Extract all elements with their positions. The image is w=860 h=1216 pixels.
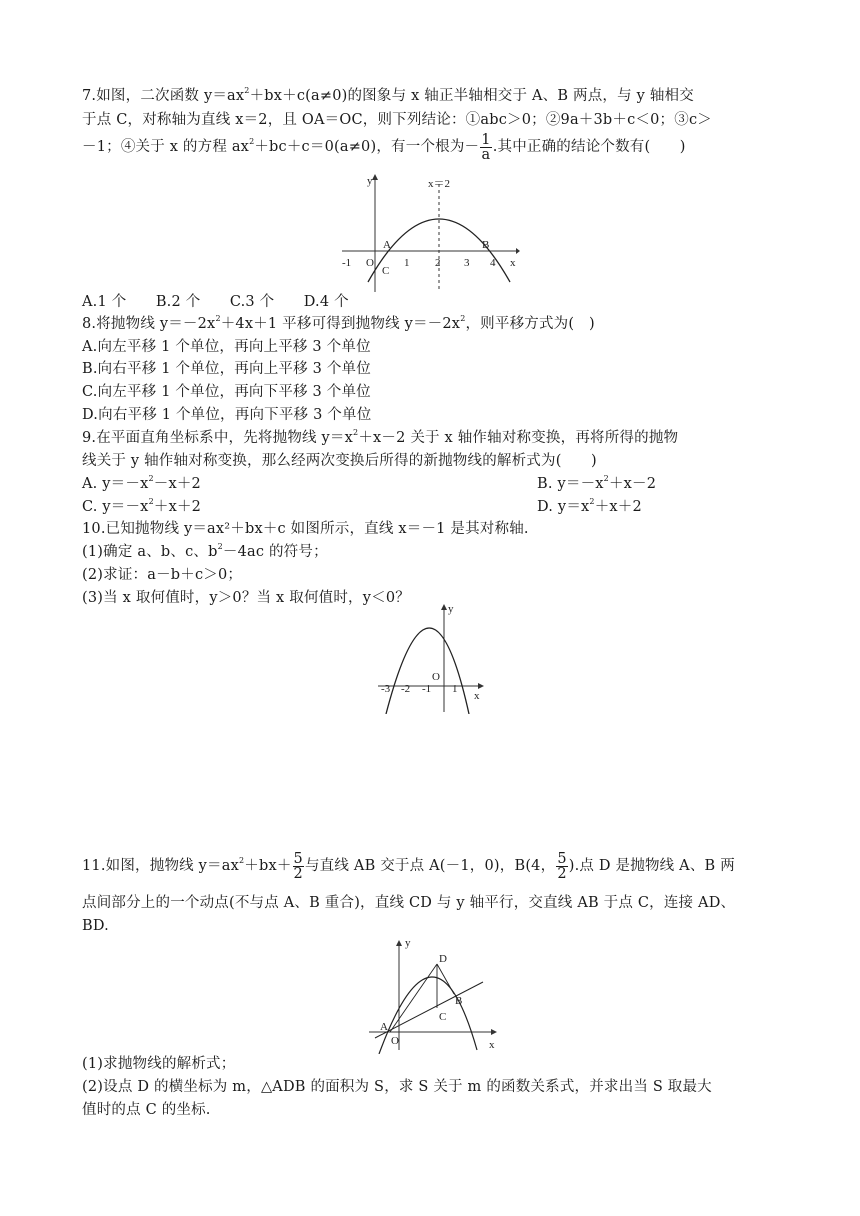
q7-options: A.1 个 B.2 个 C.3 个 D.4 个 [82, 294, 349, 310]
q11-point-A: A [380, 1021, 388, 1033]
q8-stem: 8.将抛物线 $y=-2x^2+4x+1$ 平移可得到抛物线 $y=-2x^2$，则平移方式为( ) [82, 314, 595, 332]
q10-part-1: (1)确定 a、b、c、$b^2-4ac$ 的符号； [82, 542, 328, 560]
q10-tick-m1: -1 [422, 683, 432, 695]
q9-line-1: 9.在平面直角坐标系中，先将抛物线 $y=x^2+x-2$ 关于 x 轴作轴对称变换，再将所得的抛物 [82, 428, 679, 446]
q7-line-1: 7.如图，二次函数 $y=ax^2+bx+c(a\ne 0)$的图象与 x 轴正半轴相交于 A、B 两点，与 y 轴相交 [82, 86, 694, 104]
q7-tick-4: 4 [490, 257, 496, 269]
q10-part-2: (2)求证：a－b＋c＞0； [82, 567, 243, 583]
q11-origin: O [391, 1035, 399, 1047]
q11-part-3: 值时的点 C 的坐标. [82, 1102, 211, 1118]
q7-line-2: 于点 C，对称轴为直线 x＝2，且 OA＝OC，则下列结论：①abc＞0；②9a＋3b＋c＜0；③c＞ [82, 112, 712, 128]
q7-point-A: A [383, 239, 391, 251]
q9-option-a: A. $y=-x^2-x+2$ [82, 474, 201, 492]
q11-point-D: D [439, 953, 447, 965]
q7-axis-label: x＝2 [428, 178, 450, 190]
q7-tick-m1: -1 [342, 257, 352, 269]
fraction-5-over-2-b: $\frac{5}{2}$ [557, 850, 567, 882]
q9-option-c: C. $y=-x^2+x+2$ [82, 497, 202, 515]
q7-tick-2: 2 [435, 257, 441, 269]
q11-x-label: x [489, 1039, 495, 1051]
q10-tick-m3: -3 [381, 683, 391, 695]
q10-y-label: y [448, 603, 454, 615]
q7-point-B: B [482, 239, 490, 251]
q9-option-d: D. $y=x^2+x+2$ [537, 497, 642, 515]
q8-option-b: B.向右平移 1 个单位，再向上平移 3 个单位 [82, 361, 371, 377]
q11-part-1: (1)求抛物线的解析式； [82, 1056, 236, 1072]
q7-tick-1: 1 [404, 257, 410, 269]
q10-stem: 10.已知抛物线 y＝ax²＋bx＋c 如图所示，直线 x＝－1 是其对称轴. [82, 521, 529, 537]
q8-option-d: D.向右平移 1 个单位，再向下平移 3 个单位 [82, 407, 372, 423]
q7-tick-3: 3 [464, 257, 470, 269]
q11-point-B: B [455, 995, 463, 1007]
q10-tick-1: 1 [452, 683, 458, 695]
q7-line-3: －1；④关于 x 的方程 $ax^2+bc+c=0(a\ne 0)$，有一个根为－ $\frac{1}{a}$ .其中正确的结论个数有( ) [82, 131, 686, 163]
fraction-5-over-2: $\frac{5}{2}$ [293, 850, 303, 882]
q11-point-C: C [439, 1011, 447, 1023]
q10-figure [374, 602, 486, 714]
q8-option-a: A.向左平移 1 个单位，再向上平移 3 个单位 [82, 339, 371, 355]
q11-part-2: (2)设点 D 的横坐标为 m，△ADB 的面积为 S，求 S 关于 m 的函数关系式，并求出当 S 取最大 [82, 1079, 712, 1095]
q10-part-3: (3)当 x 取何值时，y＞0？当 x 取何值时，y＜0？ [82, 590, 410, 606]
q7-point-C: C [382, 265, 390, 277]
q8-option-c: C.向左平移 1 个单位，再向下平移 3 个单位 [82, 384, 371, 400]
q9-line-2: 线关于 y 轴作轴对称变换，那么经两次变换后所得的新抛物线的解析式为( ) [82, 453, 597, 469]
q7-figure [338, 172, 520, 296]
q10-origin: O [432, 671, 440, 683]
q11-line-2: 点间部分上的一个动点(不与点 A、B 重合)，直线 CD 与 y 轴平行，交直线 AB 于点 C，连接 AD、 [82, 895, 736, 911]
q7-x-label: x [510, 257, 516, 269]
q11-figure [365, 932, 501, 1054]
q11-line-3: BD. [82, 918, 109, 934]
q7-origin: O [366, 257, 374, 269]
q10-tick-m2: -2 [401, 683, 411, 695]
fraction-1-over-a: $\frac{1}{a}$ [481, 131, 491, 163]
q7-y-label: y [367, 175, 373, 187]
q11-line-1: 11.如图，抛物线 $y=ax^2+bx+$ $\frac{5}{2}$ 与直线 AB 交于点 A(－1，0)，B(4， $\frac{5}{2}$ ).点 D 是抛物线 A、B 两 [82, 850, 735, 882]
q9-option-b: B. $y=-x^2+x-2$ [537, 474, 657, 492]
q11-y-label: y [405, 937, 411, 949]
q10-x-label: x [474, 690, 480, 702]
